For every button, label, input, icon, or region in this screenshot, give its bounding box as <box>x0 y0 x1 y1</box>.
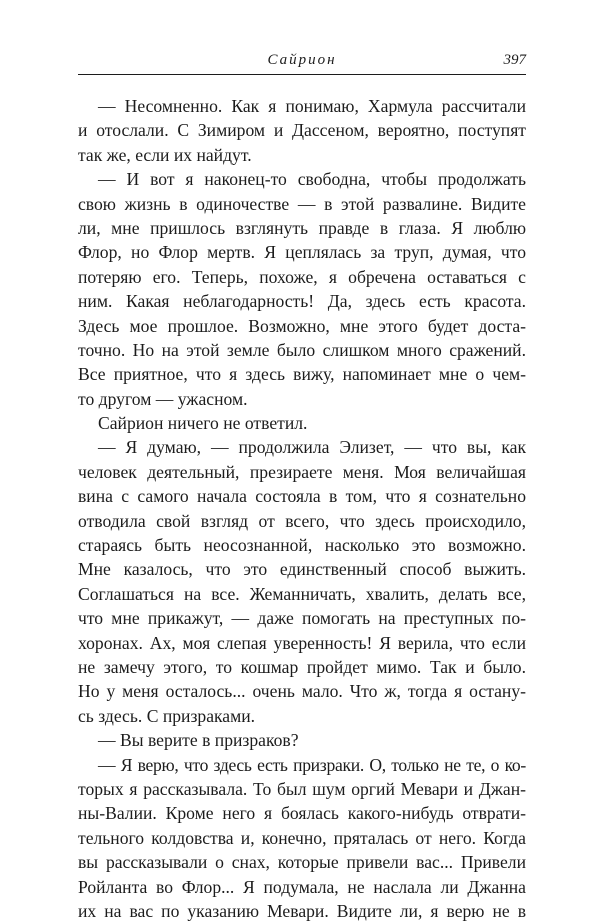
text-line: торых я рассказывала. То был шум оргий Мевари и Джан- <box>78 778 526 799</box>
text-line: так же, если их найдут. <box>78 144 252 165</box>
page-number: 397 <box>503 52 526 68</box>
text-line: Все приятное, что я здесь вижу, напоминает мне о чем- <box>78 364 526 385</box>
text-line: сь здесь. С призраками. <box>78 705 256 726</box>
text-line: — И вот я наконец-то свободна, чтобы продолжать <box>98 169 526 190</box>
text-line: Флор, но Флор мертв. Я цеплялась за труп, думая, что <box>78 242 526 263</box>
text-line: Ройланта во Флор... Я подумала, не наслала ли Джанна <box>78 876 526 897</box>
text-line: то другом — ужасном. <box>78 388 248 409</box>
text-line: ны-Валии. Кроме него я боялась какого-нибудь отврати- <box>78 803 526 824</box>
text-line: Но у меня осталось... очень мало. Что ж, тогда я остану- <box>78 681 526 702</box>
text-line: — Я думаю, — продолжила Элизет, — что вы, как <box>98 437 526 458</box>
text-line: хоронах. Ах, моя слепая уверенность! Я верила, что если <box>78 632 526 653</box>
text-line: не замечу этого, то кошмар пройдет мимо. Так и было. <box>78 656 526 677</box>
text-line: отводила свой взгляд от всего, что здесь происходило, <box>78 510 526 531</box>
text-line: потеряю его. Теперь, похоже, я обречена оставаться с <box>78 266 526 287</box>
text-line: Мне казалось, что это единственный способ выжить. <box>78 559 526 580</box>
text-line: стараясь быть неосознанной, насколько это возможно. <box>78 535 526 556</box>
text-line: ли, мне пришлось взглянуть правде в глаза. Я люблю <box>78 217 526 238</box>
text-line: и отослали. С Зимиром и Дассеном, вероятно, поступят <box>78 120 526 141</box>
text-line: их на вас по указанию Мевари. Видите ли, я верю не в <box>78 900 526 921</box>
text-line: человек деятельный, презираете меня. Моя величайшая <box>78 461 526 482</box>
text-line: Соглашаться на все. Жеманничать, хвалить, делать все, <box>78 583 526 604</box>
text-line: тельного колдовства и, конечно, пряталась от него. Когда <box>78 827 526 848</box>
text-line: Здесь мое прошлое. Возможно, мне этого будет доста- <box>78 315 526 336</box>
text-line: вы рассказывали о снах, которые привели вас... Привели <box>78 852 526 873</box>
running-title: Сайрион <box>267 52 337 68</box>
text-line: что мне прикажут, — даже помогать на преступных по- <box>78 608 526 629</box>
text-line: — Несомненно. Как я понимаю, Хармула рассчитали <box>98 96 526 116</box>
text-line: точно. Но на этой земле было слишком много сражений. <box>78 339 526 360</box>
text-line: ним. Какая неблагодарность! Да, здесь есть красота. <box>78 291 526 312</box>
text-line: вина с самого начала состояла в том, что я сознательно <box>78 486 526 507</box>
text-line: — Вы верите в призраков? <box>98 730 299 751</box>
running-header <box>78 50 526 75</box>
text-line: Сайрион ничего не ответил. <box>98 413 308 434</box>
text-line: свою жизнь в одиночестве — в этой развалине. Видите <box>78 193 526 214</box>
body-text <box>78 94 526 923</box>
text-line: — Я верю, что здесь есть призраки. О, только не те, о ко- <box>98 754 526 775</box>
